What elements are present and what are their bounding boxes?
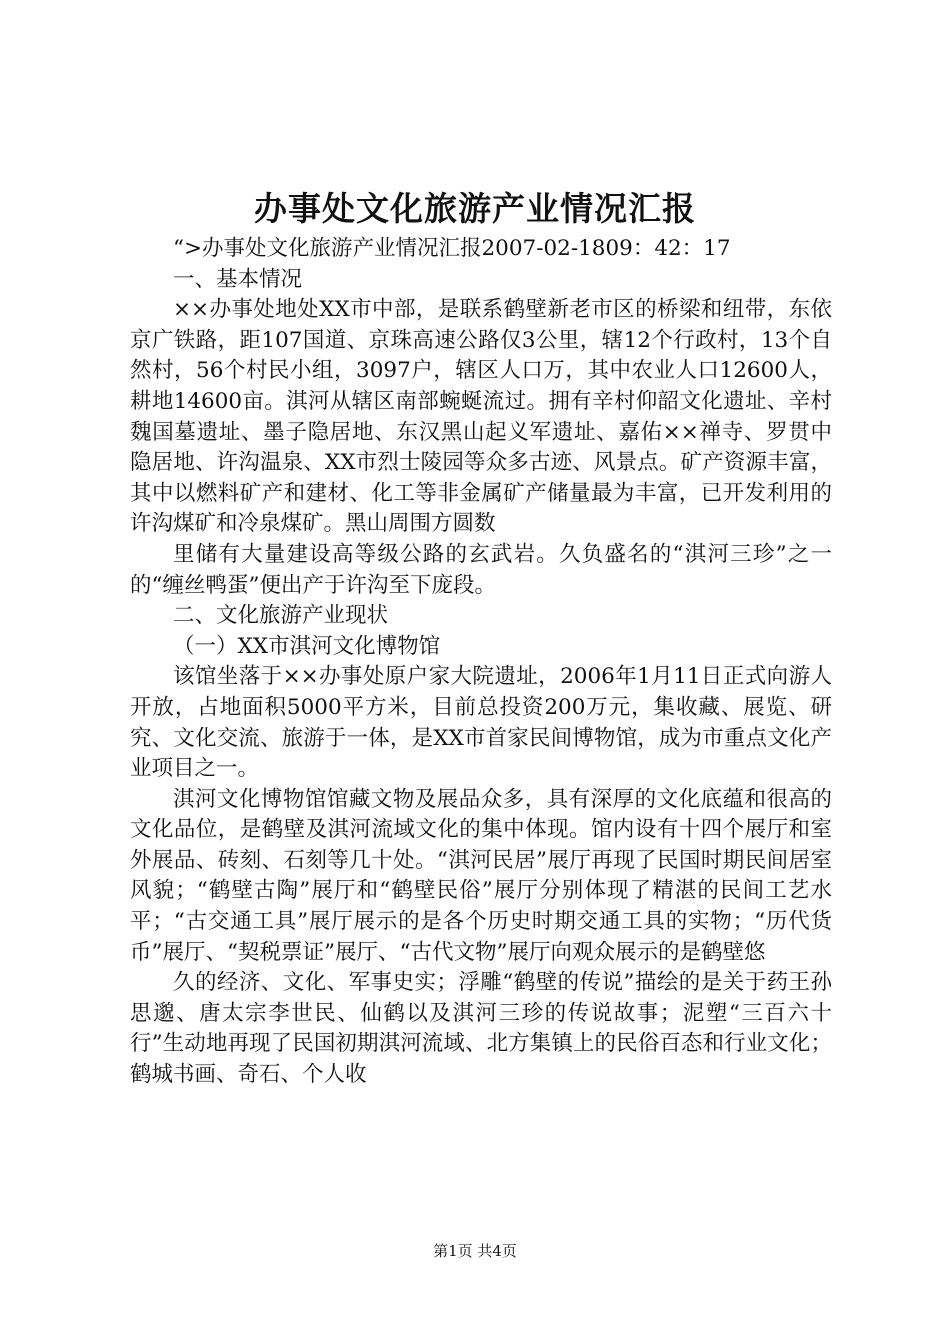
document-body — [130, 234, 832, 1091]
section-heading-basic: 一、基本情况 — [173, 266, 303, 292]
paragraph-museum-history: 久的经济、文化、军事史实；浮雕“鹤壁的传说”描绘的是关于药王孙思邈、唐太宗李世民、仙鹤以及淇河三珍的传说故事；泥塑“三百六十行”生动地再现了民国初期淇河流域、北方集镇上的民俗百态和行业文化；鹤城书画、奇石、个人收 — [130, 970, 832, 1088]
section-heading-status: 二、文化旅游产业现状 — [173, 603, 389, 629]
paragraph-museum-location: 该馆坐落于××办事处原户家大院遗址，2006年1月11日正式向游人开放，占地面积5000平方米，目前总投资200万元，集收藏、展览、研究、文化交流、旅游于一体，是XX市首家民间博物馆，成为市重点文化产业项目之一。 — [130, 664, 832, 782]
paragraph-basic-info: ××办事处地处XX市中部，是联系鹤壁新老市区的桥梁和纽带，东依京广铁路，距107国道、京珠高速公路仅3公里，辖12个行政村，13个自然村，56个村民小组，3097户，辖区人口万，其中农业人口12600人，耕地14600亩。淇河从辖区南部蜿蜒流过。拥有辛村仰韶文化遗址、辛村魏国墓遗址、墨子隐居地、东汉黑山起义军遗址、嘉佑××禅寺、罗贯中隐居地、许沟温泉、XX市烈士陵园等众多古迹、风景点。矿产资源丰富，其中以燃料矿产和建材、化工等非金属矿产储量最为丰富，已开发利用的许沟煤矿和冷泉煤矿。黑山周围方圆数 — [130, 297, 832, 537]
paragraph-basalt: 里储有大量建设高等级公路的玄武岩。久负盛名的“淇河三珍”之一的“缠丝鸭蛋”便出产于许沟至下庞段。 — [130, 541, 832, 598]
document-title: 办事处文化旅游产业情况汇报 — [254, 189, 696, 228]
paragraph-museum-collection: 淇河文化博物馆馆藏文物及展品众多，具有深厚的文化底蕴和很高的文化品位，是鹤壁及淇河流域文化的集中体现。馆内设有十四个展厅和室外展品、砖刻、石刻等几十处。“淇河民居”展厅再现了民国时期民间居室风貌；“鹤壁古陶”展厅和“鹤壁民俗”展厅分别体现了精湛的民间工艺水平；“古交通工具”展厅展示的是各个历史时期交通工具的实物；“历代货币”展厅、“契税票证”展厅、“古代文物”展厅向观众展示的是鹤壁悠 — [130, 786, 832, 965]
header-line: “>办事处文化旅游产业情况汇报2007-02-1809：42：17 — [173, 236, 731, 261]
subsection-heading-museum: （一）XX市淇河文化博物馆 — [173, 633, 441, 659]
page-number: 第1页 共4页 — [433, 1242, 517, 1260]
